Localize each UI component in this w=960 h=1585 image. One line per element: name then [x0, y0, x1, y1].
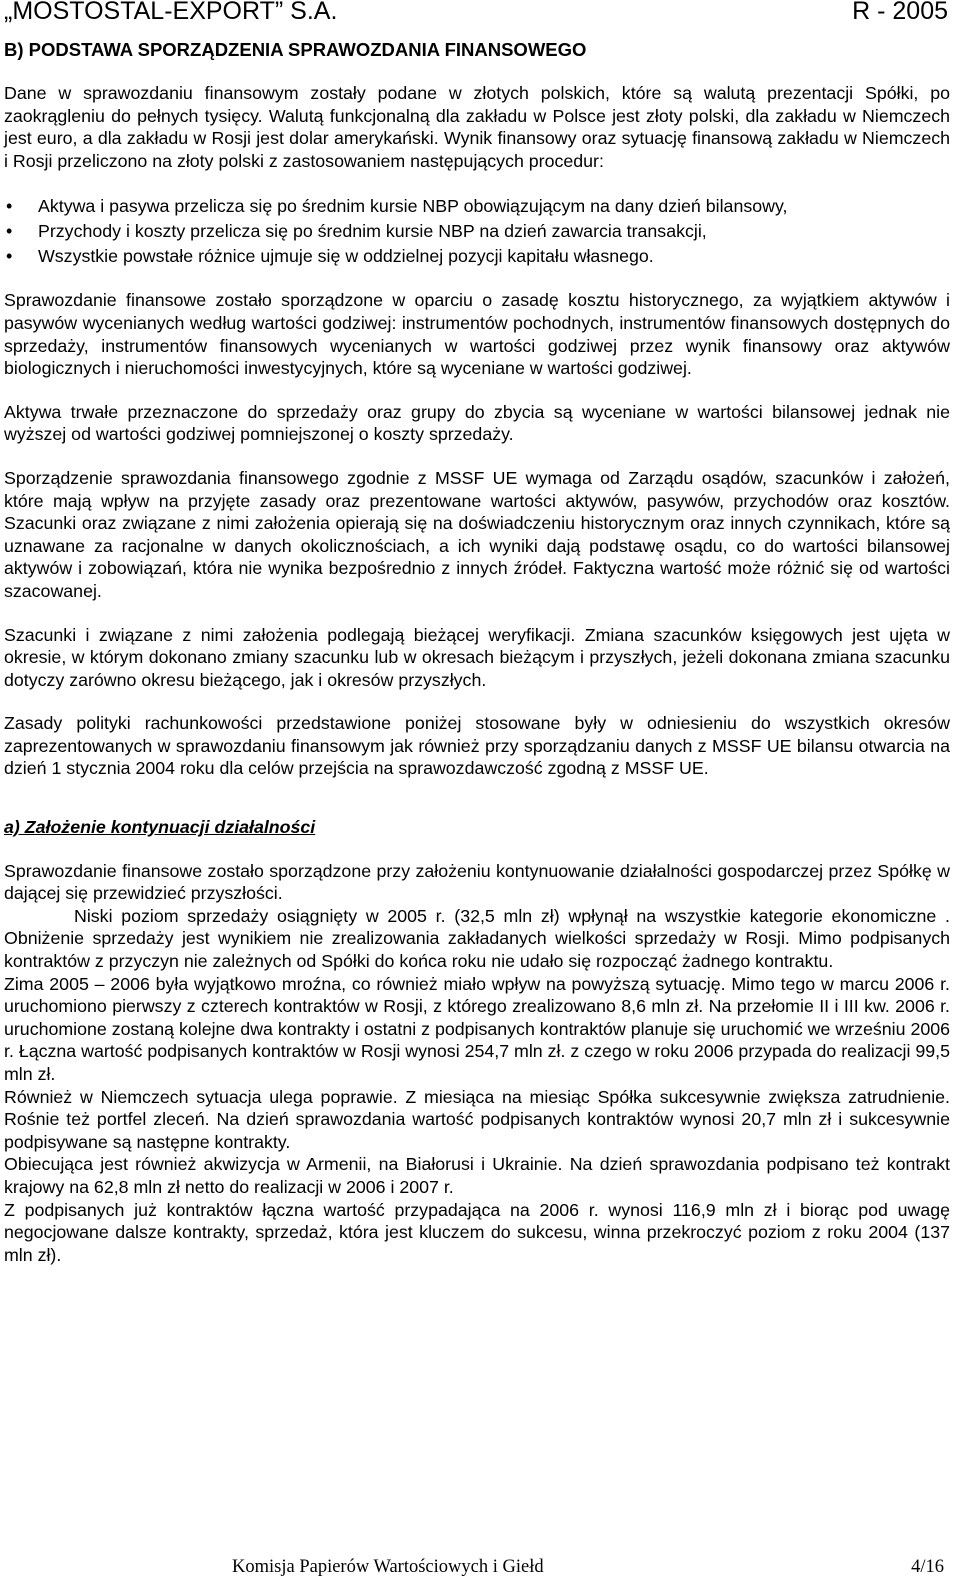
paragraph-fixed-assets: Aktywa trwałe przeznaczone do sprzedaży oraz grupy do zbycia są wyceniane w wartości bilansowej jednak nie wyższej od wartości godziwej pomniejszonej o koszty sprzedaży.	[4, 401, 950, 445]
document-body	[4, 82, 950, 1266]
company-name: „MOSTOSTAL-EXPORT” S.A.	[4, 0, 338, 25]
acquisition-paragraph: Obiecująca jest również akwizycja w Armenii, na Białorusi i Ukrainie. Na dzień sprawozdania podpisano też kontrakt krajowy na 62,8 mln zł netto do realizacji w 2006 i 2007 r.	[4, 1154, 950, 1197]
going-concern-paragraph: Sprawozdanie finansowe zostało sporządzone przy założeniu kontynuowanie działalności gospodarczej przez Spółkę w dającej się przewidzieć przyszłości.	[4, 860, 950, 904]
page-header	[4, 0, 948, 34]
report-code: R - 2005	[852, 0, 948, 25]
paragraph-accounting-policy: Zasady polityki rachunkowości przedstawione poniżej stosowane były w odniesieniu do wszystkich okresów zaprezentowanych w sprawozdaniu finansowym jak również przy sporządzaniu danych z MSSF UE bilansu otwarcia na dzień 1 stycznia 2004 roku dla celów przejścia na sprawozdawczość zgodną z MSSF UE.	[4, 713, 950, 779]
section-title: B) PODSTAWA SPORZĄDZENIA SPRAWOZDANIA FINANSOWEGO	[4, 39, 587, 60]
footer-source: Komisja Papierów Wartościowych i Giełd	[232, 1557, 544, 1577]
list-item: • Przychody i koszty przelicza się po średnim kursie NBP na dzień zawarcia transakcji,	[4, 219, 950, 244]
procedure-list	[4, 194, 950, 269]
paragraph-estimates-review: Szacunki i związane z nimi założenia podlegają bieżącej weryfikacji. Zmiana szacunków księgowych jest ujęta w okresie, w którym dokonano zmiany szacunku lub w okresach bieżącym i przyszłych, jeżeli dokonana zmiana szacunku dotyczy zarówno okresu bieżącego, jak i okresów przyszłych.	[4, 624, 950, 690]
subsection-heading: a) Założenie kontynuacji działalności	[4, 817, 316, 838]
list-item: • Aktywa i pasywa przelicza się po średnim kursie NBP obowiązującym na dany dzień bilansowy,	[4, 194, 950, 219]
page-number: 4/16	[911, 1557, 944, 1577]
list-item: • Wszystkie powstałe różnice ujmuje się w oddzielnej pozycji kapitału własnego.	[4, 244, 950, 269]
winter-paragraph: Zima 2005 – 2006 była wyjątkowo mroźna, co również miało wpływ na powyższą sytuację. Mimo tego w marcu 2006 r. uruchomiono pierwszy z czterech kontraktów w Rosji, z którego zrealizowano 8,6 mln zł. Na przełomie II i III kw. 2006 r. uruchomione zostaną kolejne dwa kontrakty i ostatni z podpisanych kontraktów planuje się uruchomić we wrześniu 2006 r. Łączna wartość podpisanych kontraktów w Rosji wynosi 254,7 mln zł. z czego w roku 2006 przypada do realizacji 99,5 mln zł.	[4, 973, 950, 1084]
page-footer	[232, 1556, 944, 1582]
sales-paragraph: Niski poziom sprzedaży osiągnięty w 2005 r. (32,5 mln zł) wpłynął na wszystkie kategorie ekonomiczne . Obniżenie sprzedaży jest wynikiem nie zrealizowania zakładanych wielkości sprzedaży w Rosji. Mimo podpisanych kontraktów z przyczyn nie zależnych od Spółki do końca roku nie udało się rozpocząć żadnego kontraktu.	[4, 905, 950, 972]
intro-paragraph: Dane w sprawozdaniu finansowym zostały podane w złotych polskich, które są walutą prezentacji Spółki, po zaokrągleniu do pełnych tysięcy. Walutą funkcjonalną dla zakładu w Polsce jest złoty polski, dla zakładu w Niemczech jest euro, a dla zakładu w Rosji jest dolar amerykański. Wynik finansowy oraz sytuację finansową zakładu w Niemczech i Rosji przeliczono na złoty polski z zastosowaniem następujących procedur:	[4, 83, 950, 171]
contracts-summary-paragraph: Z podpisanych już kontraktów łączna wartość przypadająca na 2006 r. wynosi 116,9 mln zł i biorąc pod uwagę negocjowane dalsze kontrakty, sprzedaż, która jest kluczem do sukcesu, winna przekroczyć poziom z roku 2004 (137 mln zł).	[4, 1199, 950, 1265]
paragraph-estimates: Sporządzenie sprawozdania finansowego zgodnie z MSSF UE wymaga od Zarządu osądów, szacunków i założeń, które mają wpływ na przyjęte zasady oraz prezentowane wartości aktywów, pasywów, przychodów oraz kosztów. Szacunki oraz związane z nimi założenia opierają się na doświadczeniu historycznym oraz innych czynnikach, które są uznawane za racjonalne w danych okolicznościach, a ich wyniki dają podstawę osądu, co do wartości bilansowej aktywów i zobowiązań, która nie wynika bezpośrednio z innych źródeł. Faktyczna wartość może różnić się od wartości szacowanej.	[4, 467, 950, 601]
germany-paragraph: Również w Niemczech sytuacja ulega poprawie. Z miesiąca na miesiąc Spółka sukcesywnie zwiększa zatrudnienie. Rośnie też portfel zleceń. Na dzień sprawozdania wartość podpisanych kontraktów wynosi 20,7 mln zł i sukcesywnie podpisywane są następne kontrakty.	[4, 1086, 950, 1152]
paragraph-historical-cost: Sprawozdanie finansowe zostało sporządzone w oparciu o zasadę kosztu historycznego, za wyjątkiem aktywów i pasywów wycenianych według wartości godziwej: instrumentów pochodnych, instrumentów finansowych dostępnych do sprzedaży, instrumentów finansowych wycenianych w wartości godziwej przez wynik finansowy oraz aktywów biologicznych i nieruchomości inwestycyjnych, które są wyceniane w wartości godziwej.	[4, 290, 950, 379]
